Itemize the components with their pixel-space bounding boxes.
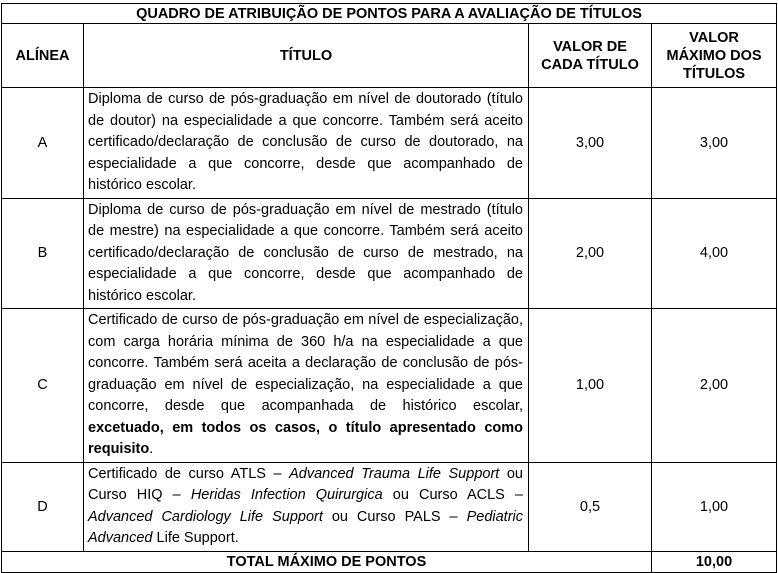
table-row-d (2, 462, 777, 551)
header-titulo: TÍTULO (84, 24, 529, 88)
titulo-text: ou Curso HIQ – (88, 465, 523, 503)
header-valor-cada: VALOR DE CADA TÍTULO (529, 24, 652, 88)
titulo-text: Life Support. (152, 530, 239, 546)
header-alinea: ALÍNEA (2, 24, 84, 88)
table-row-c (2, 309, 777, 463)
atls-name: Advanced Trauma Life Support (289, 465, 500, 482)
maximo-cell: 3,00 (652, 88, 777, 199)
table-title-row (2, 4, 777, 24)
table-row-a (2, 88, 777, 199)
valor-cell: 2,00 (529, 198, 652, 309)
table-row-b (2, 198, 777, 309)
hiq-name: Heridas Infection Quirurgica (190, 487, 383, 503)
acls-name: Advanced Cardiology Life Support (88, 508, 323, 525)
alinea-cell: D (2, 462, 84, 551)
alinea-cell: C (2, 309, 84, 463)
alinea-cell: A (2, 88, 84, 199)
total-row (2, 551, 777, 572)
maximo-cell: 4,00 (652, 198, 777, 309)
total-label: TOTAL MÁXIMO DE PONTOS (2, 551, 652, 572)
table-title: QUADRO DE ATRIBUIÇÃO DE PONTOS PARA A AVALIAÇÃO DE TÍTULOS (2, 4, 777, 24)
titulo-text: ou Curso ACLS – (382, 487, 523, 503)
alinea-cell: B (2, 198, 84, 309)
titulo-emphasis: excetuado, em todos os casos, o título apresentado como requisito (88, 419, 523, 457)
titulo-cell: Diploma de curso de pós-graduação em nível de mestrado (título de mestre) na especialidade a que concorre. Também será aceito certificado/declaração de conclusão de curso de mestrado, na especialidade a que concorre, desde que acompanhado de histórico escolar. (84, 198, 529, 309)
titulo-cell (84, 309, 529, 463)
valor-cell: 3,00 (529, 88, 652, 199)
header-row (2, 24, 777, 88)
titulo-end: . (149, 441, 154, 457)
valor-cell: 0,5 (529, 462, 652, 551)
titulo-cell: Diploma de curso de pós-graduação em nível de doutorado (título de doutor) na especialidade a que concorre. Também será aceito certificado/declaração de conclusão de curso de doutorado, na especialidade a que concorre, desde que acompanhado de histórico escolar. (84, 88, 529, 199)
maximo-cell: 2,00 (652, 309, 777, 463)
titulo-cell (84, 462, 529, 551)
pals-name: Pediatric Advanced (88, 508, 523, 546)
header-valor-maximo: VALOR MÁXIMO DOS TÍTULOS (652, 24, 777, 88)
valor-cell: 1,00 (529, 309, 652, 463)
total-value: 10,00 (652, 551, 777, 572)
titulo-text: ou Curso PALS – (322, 508, 467, 525)
points-table (1, 3, 777, 573)
maximo-cell: 1,00 (652, 462, 777, 551)
titulo-text: Certificado de curso de pós-graduação em nível de especialização, com carga horária mínima de 360 h/a na especialidade a que concorre. Também será aceita a declaração de conclusão de pós-graduação em nível de especialização, na especialidade a que concorre, desde que acompanhada de histórico escolar, (88, 312, 523, 414)
titulo-text: Certificado de curso ATLS – (88, 465, 290, 482)
